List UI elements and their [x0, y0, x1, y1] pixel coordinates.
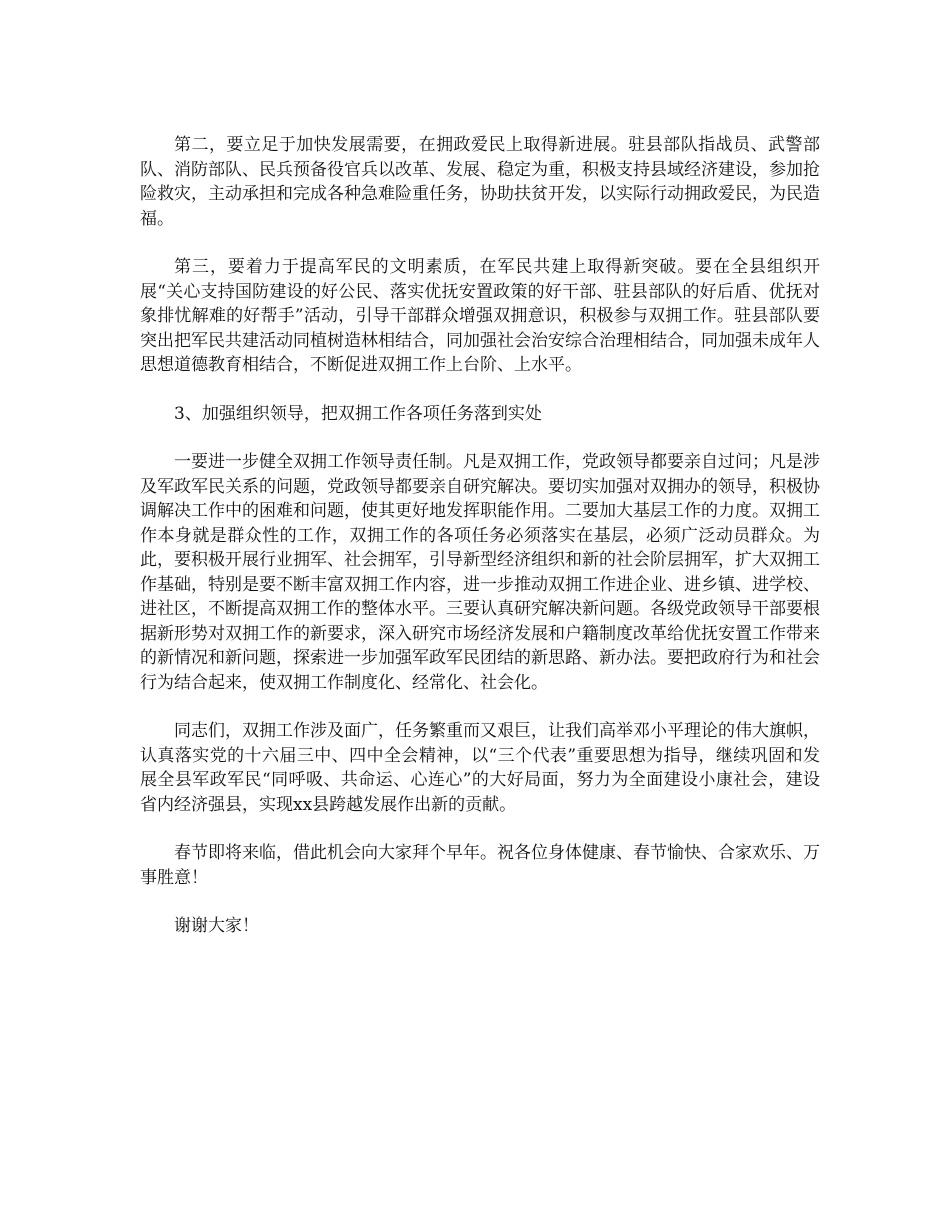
paragraph-second-point: 第二，要立足于加快发展需要，在拥政爱民上取得新进展。驻县部队指战员、武警部队、消防部队、民兵预备役官兵以改革、发展、稳定为重，积极支持县域经济建设，参加抢险救灾，主动承担和完成各种急难险重任务，协助扶贫开发，以实际行动拥政爱民，为民造福。 — [140, 135, 820, 229]
paragraph-leadership: 一要进一步健全双拥工作领导责任制。凡是双拥工作，党政领导都要亲自过问；凡是涉及军政军民关系的问题，党政领导都要亲自研究解决。要切实加强对双拥办的领导，积极协调解决工作中的困难和问题，使其更好地发挥职能作用。二要加大基层工作的力度。双拥工作本身就是群众性的工作，双拥工作的各项任务必须落实在基层，必须广泛动员群众。为此，要积极开展行业拥军、社会拥军，引导新型经济组织和新的社会阶层拥军，扩大双拥工作基础，特别是要不断丰富双拥工作内容，进一步推动双拥工作进企业、进乡镇、进学校、进社区，不断提高双拥工作的整体水平。三要认真研究解决新问题。各级党政领导干部要根据新形势对双拥工作的新要求，深入研究市场经济发展和户籍制度改革给优抚安置工作带来的新情况和新问题，探索进一步加强军政军民团结的新思路、新办法。要把政府行为和社会行为结合起来，使双拥工作制度化、经常化、社会化。 — [140, 452, 820, 693]
section-heading-3: 3、加强组织领导，把双拥工作各项任务落到实处 — [174, 403, 542, 424]
paragraph-third-point: 第三，要着力于提高军民的文明素质，在军民共建上取得新突破。要在全县组织开展“关心支持国防建设的好公民、落实优抚安置政策的好干部、驻县部队的好后盾、优抚对象排忧解难的好帮手”活动，引导干部群众增强双拥意识，积极参与双拥工作。驻县部队要突出把军民共建活动同植树造林相结合，同加强社会治安综合治理相结合，同加强未成年人思想道德教育相结合，不断促进双拥工作上台阶、上水平。 — [140, 257, 820, 375]
paragraph-comrades: 同志们，双拥工作涉及面广，任务繁重而又艰巨，让我们高举邓小平理论的伟大旗帜，认真落实党的十六届三中、四中全会精神，以“三个代表”重要思想为指导，继续巩固和发展全县军政军民“同呼吸、共命运、心连心”的大好局面，努力为全面建设小康社会，建设省内经济强县，实现xx县跨越发展作出新的贡献。 — [140, 721, 820, 815]
document-body — [140, 133, 820, 963]
paragraph-thanks: 谢谢大家！ — [174, 916, 259, 936]
paragraph-spring-festival: 春节即将来临，借此机会向大家拜个早年。祝各位身体健康、春节愉快、合家欢乐、万事胜意！ — [140, 843, 820, 888]
